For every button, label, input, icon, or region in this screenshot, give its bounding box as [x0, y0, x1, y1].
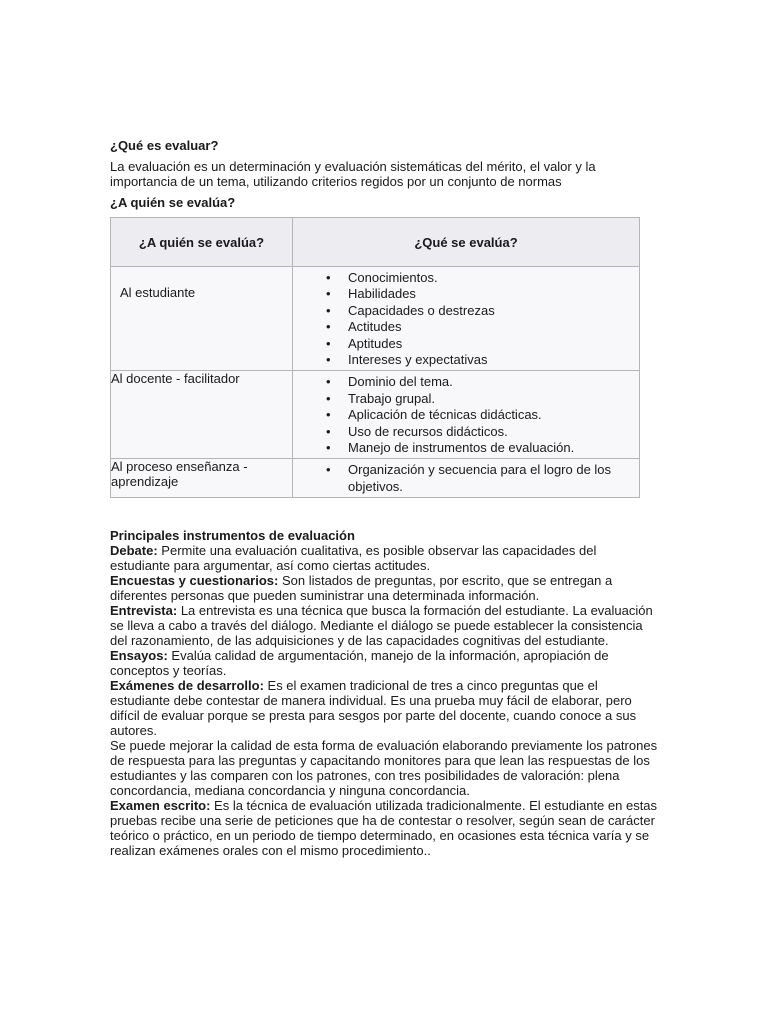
- instrument-text: La entrevista es una técnica que busca la formación del estudiante. La evaluación se lleva a cabo a través del diálogo. Mediante el diálogo se puede establecer la consistencia del razonamiento, de las adquisiciones y de las capacidades cognitivas del estudiante.: [110, 603, 653, 649]
- list-item: • Trabajo grupal.: [348, 391, 633, 407]
- table-cell-who: Al docente - facilitador: [111, 371, 293, 459]
- instrument-paragraph: [110, 678, 658, 738]
- table-row: [111, 459, 640, 498]
- list-item: • Organización y secuencia para el logro de los objetivos.: [348, 462, 633, 495]
- instrument-term: Encuestas y cuestionarios:: [110, 573, 279, 589]
- instrument-term: Ensayos:: [110, 648, 168, 664]
- instrument-text: Permite una evaluación cualitativa, es posible observar las capacidades del estudiante para argumentar, así como ciertas actitudes.: [110, 543, 597, 574]
- list-item: • Habilidades: [348, 286, 633, 302]
- bullet-list: [293, 459, 639, 497]
- instrument-term: Entrevista:: [110, 603, 178, 619]
- instrument-paragraph: [110, 603, 658, 648]
- instrument-text: Se puede mejorar la calidad de esta forma de evaluación elaborando previamente los patrones de respuesta para las preguntas y capacitando monitores para que lean las respuestas de los estudiantes y las comparen con los patrones, con tres posibilidades de valoración: plena concordancia, mediana concordancia y ninguna concordancia.: [110, 738, 658, 799]
- bullet-list: [293, 267, 639, 370]
- table-cell-what: [293, 371, 640, 459]
- table-cell-what: [293, 267, 640, 371]
- question-who-heading: ¿A quién se evalúa?: [110, 195, 236, 210]
- list-item: • Dominio del tema.: [348, 374, 633, 390]
- instruments-title: Principales instrumentos de evaluación: [110, 528, 355, 544]
- list-item: • Manejo de instrumentos de evaluación.: [348, 440, 633, 456]
- instrument-paragraph: [110, 648, 658, 678]
- list-item: • Aptitudes: [348, 336, 633, 352]
- instrument-paragraph: [110, 798, 658, 858]
- table-header-who: ¿A quién se evalúa?: [111, 218, 293, 267]
- document-content: [110, 138, 658, 858]
- table-row: [111, 371, 640, 459]
- instrument-text: Evalúa calidad de argumentación, manejo de la información, apropiación de conceptos y teorías.: [110, 648, 609, 679]
- instrument-term: Exámenes de desarrollo:: [110, 678, 264, 694]
- table-header-what: ¿Qué se evalúa?: [293, 218, 640, 267]
- instrument-term: Examen escrito:: [110, 798, 211, 814]
- evaluation-table: [110, 217, 640, 498]
- instrument-term: Debate:: [110, 543, 158, 559]
- instrument-text: Son listados de preguntas, por escrito, que se entregan a diferentes personas que pueden suministrar una determinada información.: [110, 573, 613, 604]
- question-what-heading: ¿Qué es evaluar?: [110, 138, 219, 153]
- instrument-paragraph: [110, 573, 658, 603]
- table-cell-what: [293, 459, 640, 498]
- table-header-row: [111, 218, 640, 267]
- list-item: • Actitudes: [348, 319, 633, 335]
- list-item: • Intereses y expectativas: [348, 352, 633, 368]
- table-cell-who: Al estudiante: [111, 267, 293, 371]
- list-item: • Aplicación de técnicas didácticas.: [348, 407, 633, 423]
- table-cell-who: Al proceso enseñanza - aprendizaje: [111, 459, 293, 498]
- list-item: • Uso de recursos didácticos.: [348, 424, 633, 440]
- instrument-paragraph: [110, 543, 658, 573]
- instrument-paragraph: [110, 738, 658, 798]
- list-item: • Capacidades o destrezas: [348, 303, 633, 319]
- list-item: • Conocimientos.: [348, 270, 633, 286]
- instrument-text: Es el examen tradicional de tres a cinco preguntas que el estudiante debe contestar de manera individual. Es una prueba muy fácil de elaborar, pero difícil de evaluar porque se presta para sesgos por parte del docente, cuando conoce a sus autores.: [110, 678, 637, 739]
- question-what-body: La evaluación es un determinación y evaluación sistemáticas del mérito, el valor y la importancia de un tema, utilizando criterios regidos por un conjunto de normas: [110, 159, 596, 189]
- instrument-text: Es la técnica de evaluación utilizada tradicionalmente. El estudiante en estas pruebas recibe una serie de peticiones que ha de contestar o resolver, según sean de carácter teórico o práctico, en un periodo de tiempo determinado, en ocasiones esta técnica varía y se realizan exámenes orales con el mismo procedimiento..: [110, 798, 658, 859]
- table-row: [111, 267, 640, 371]
- bullet-list: [293, 371, 639, 458]
